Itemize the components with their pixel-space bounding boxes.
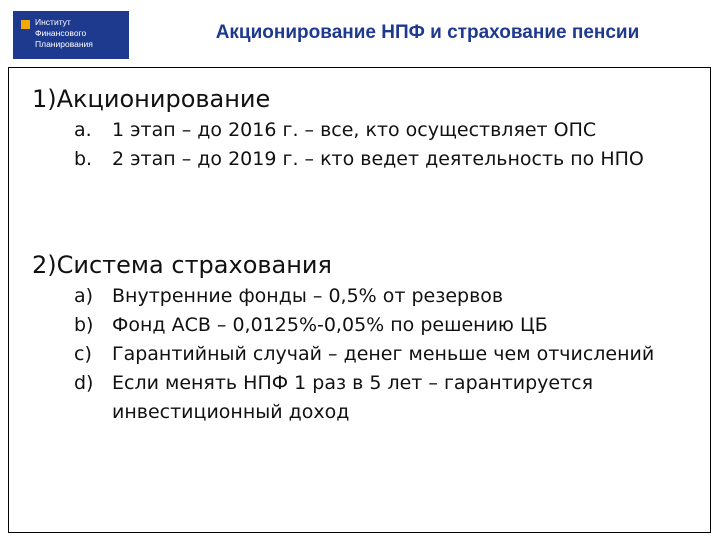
list-item: [74, 282, 694, 311]
section-heading-2: 2)Система страхования: [32, 251, 332, 279]
list-item-text: 1 этап – до 2016 г. – все, кто осуществляет ОПС: [112, 119, 597, 141]
logo-mark-icon: [21, 20, 30, 29]
section-1-list: [74, 116, 694, 174]
list-item: [74, 145, 694, 174]
list-item: [74, 340, 694, 369]
list-item-marker: b.: [74, 148, 93, 170]
logo-line-2: Финансового: [35, 28, 87, 38]
company-logo: [13, 11, 129, 59]
list-item-marker: a.: [74, 119, 92, 141]
logo-line-3: Планирования: [35, 39, 93, 49]
list-item-text: Фонд АСВ – 0,0125%-0,05% по решению ЦБ: [112, 314, 548, 336]
list-item-marker: d): [74, 372, 94, 394]
list-item: [74, 369, 694, 427]
list-item-marker: c): [74, 343, 92, 365]
section-heading-1: 1)Акционирование: [32, 85, 271, 113]
list-item: [74, 116, 694, 145]
section-2-list: [74, 282, 694, 427]
list-item-text: Если менять НПФ 1 раз в 5 лет – гарантируется инвестиционный доход: [112, 372, 594, 423]
list-item: [74, 311, 694, 340]
list-item-text: 2 этап – до 2019 г. – кто ведет деятельность по НПО: [112, 148, 644, 170]
list-item-marker: b): [74, 314, 94, 336]
list-item-marker: a): [74, 285, 94, 307]
slide-title: Акционирование НПФ и страхование пенсии: [215, 22, 640, 43]
list-item-text: Внутренние фонды – 0,5% от резервов: [112, 285, 504, 307]
list-item-text: Гарантийный случай – денег меньше чем отчислений: [112, 343, 655, 365]
logo-line-1: Институт: [35, 17, 71, 27]
logo-text: [35, 17, 93, 50]
